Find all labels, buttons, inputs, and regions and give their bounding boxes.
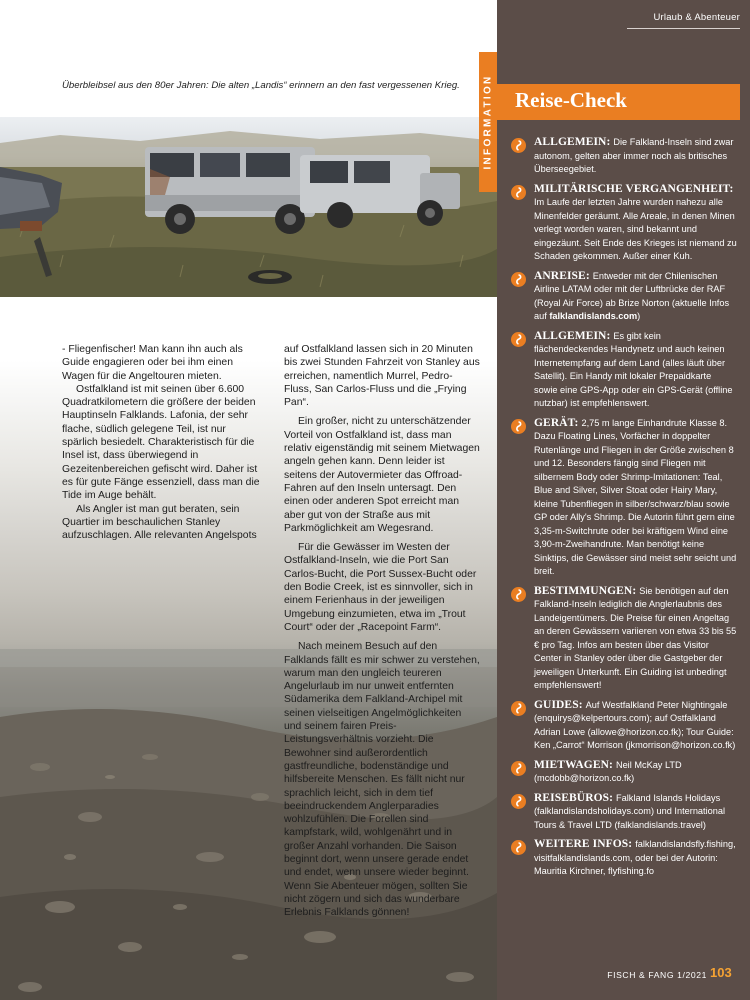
item-text: falklandislandsfly.fishing, visitfalklandislands.com, oder bei der Autorin: Mauritia Kirchner, flyfishing.fo — [534, 839, 736, 876]
article-paragraph: Für die Gewässer im Westen der Ostfalkland-Inseln, wie die Port San Carlos-Bucht, die Port Sussex-Bucht oder den Bodie Creek, ist es sinnvoller, sich in einem Ferienhaus in der jeweiligen Umgebung einzumieten, etwa im „Trout Court“ oder der „Racepoint Farm“. — [284, 542, 477, 633]
reise-check-list — [511, 136, 737, 885]
item-heading: REISEBÜROS: — [534, 791, 617, 804]
item-heading: MIETWAGEN: — [534, 758, 616, 771]
list-item — [511, 585, 737, 693]
item-text: ) — [637, 311, 641, 321]
item-text: Im Laufe der letzten Jahre wurden nahezu alle Minenfelder geräumt. Alle Areale, in denen Minen verlegt worden waren, sind bekannt und eingezäunt. Seit Ende des Krieges ist niemand zu Schaden gekommen. Außer einer Kuh. — [534, 197, 737, 261]
landrover-photo — [0, 117, 497, 297]
list-item — [511, 417, 737, 579]
fly-hook-icon — [511, 419, 526, 434]
article-paragraph: Ein großer, nicht zu unterschätzender Vorteil von Ostfalkland ist, dass man relativ eigenständig mit seinem Mietwagen angeln gehen kann. Denn leider ist seitens der Autovermieter das Offroad-Fahren auf den Inseln untersagt. Den einen oder anderen Spot erreicht man aber gut von der Straße aus mit Parkmöglichkeit am Wegesrand. — [284, 416, 480, 534]
item-heading: ALLGEMEIN: — [534, 329, 614, 342]
item-link[interactable]: falklandislands.com — [549, 311, 638, 321]
item-heading: ALLGEMEIN: — [534, 136, 614, 148]
fly-hook-icon — [511, 701, 526, 716]
item-heading: BESTIMMUNGEN: — [534, 584, 640, 597]
item-text: 2,75 m lange Einhandrute Klasse 8. Dazu Floating Lines, Vorfächer in doppelter Rutenlänge und Fliegen in der Größe zwischen 8 und 12. Besonders fängig sind Fliegen mit silbernem Body oder Shrimp-Imitationen: Teal, Blue and Silver, Silver Stoat oder Hairy Mary, kleine Tubenfliegen in silber/schwarz/blau sowie GP oder Ally's Shrimp. Die Autorin führt gern eine 3,35-m-Switchrute oder bei kräftigem Wind eine 3,90-m-Zweihandrute. Man benötigt keine Sinktips, die Gewässer sind meist sehr seicht und breit. — [534, 417, 737, 576]
article-paragraph: - Fliegenfischer! Man kann ihn auch als Guide engagieren oder bei ihm einen Wagen für die Angeltouren mieten. — [62, 344, 243, 382]
article-column-1 — [62, 343, 262, 542]
list-item — [511, 183, 737, 264]
section-label: Urlaub & Abenteuer — [653, 12, 740, 23]
fly-hook-icon — [511, 840, 526, 855]
item-heading: WEITERE INFOS: — [534, 838, 636, 850]
item-text: Auf Westfalkland Peter Nightingale (enquirys@kelpertours.com); auf Ostfalkland Adrian Lowe (allowe@horizon.co.fk); Tour Guide: Ken „Carrot“ Morrison (jkmorrison@horizon.co.fk) — [534, 699, 736, 750]
photo-caption: Überbleibsel aus den 80er Jahren: Die alten „Landis“ erinnern an den fast vergessenen Krieg. — [62, 80, 460, 91]
fly-hook-icon — [511, 794, 526, 809]
fly-hook-icon — [511, 138, 526, 153]
list-item — [511, 699, 737, 753]
article-paragraph: Nach meinem Besuch auf den Falklands fällt es mir schwer zu verstehen, warum man den ungleich teureren Angelurlaub im nur unweit entfernten Südamerika dem Falkland-Archipel mit seinen vielseitigen Angelmöglichkeiten und seinem fairen Preis-Leistungsverhältnis vorzieht. Die Bewohner sind außerordentlich gastfreundliche, bodenständige und hilfsbereite Menschen. Es fällt nicht nur sprachlich leicht, sich in dem tief beeindruckendem Anglerparadies wohlzufühlen. Die Forellen sind kampfstark, wild, wohlgenährt und in großer Anzahl vorhanden. Die Saison beginnt dort, wenn unsere gerade endet und endet, wenn unsere wieder beginnt. Wenn Sie Abenteuer mögen, sollten Sie nicht zögern und sich das wunderbare Erlebnis Falklands gönnen! — [284, 641, 480, 919]
magazine-issue: FISCH & FANG 1/2021 — [607, 970, 707, 980]
section-divider — [627, 28, 740, 29]
information-label: INFORMATION — [482, 74, 494, 170]
information-strip — [479, 52, 497, 192]
item-text: Sie benötigen auf den Falkland-Inseln lediglich die Anglerlaubnis des Landeigentümers. Die Preise für einen Angeltag an deren Gewässern variieren von etwa 33 bis 55 € pro Tag. Infos am besten über das Visitor Center in Stanley oder über die Gastgeber der jeweiligen Unterkunft. Ein Guiding ist unbedingt empfehlenswert! — [534, 585, 737, 690]
article-paragraph: Ostfalkland ist mit seinen über 6.600 Quadratkilometern die größere der beiden Hauptinseln Falklands. Lafonia, der sehr flache, südlich gelegene Teil, ist nur spärlich besiedelt. Charakteristisch für die Insel ist, dass überwiegend in Gezeitenbereichen gefischt wird. Daher ist es für gute Fänge essenziell, dass man die Tide im Auge behält. — [62, 383, 260, 502]
fly-hook-icon — [511, 332, 526, 347]
item-text: Neil McKay LTD (mcdobb@horizon.co.fk) — [534, 759, 682, 783]
article-paragraph: auf Ostfalkland lassen sich in 20 Minuten bis zwei Stunden Fahrzeit von Stanley aus erreichen, namentlich Murrel, Pedro-Fluss, San Carlos-Fluss und die „Frying Pan“. — [284, 344, 480, 409]
item-heading: GERÄT: — [534, 416, 582, 429]
fly-hook-icon — [511, 272, 526, 287]
item-text: Entweder mit der Chilenischen Airline LATAM oder mit der Luftbrücke der RAF (Royal Air Force) ab Brize Norton (aktuelle Infos auf — [534, 270, 730, 321]
article-column-2 — [284, 343, 480, 919]
item-text: Es gibt kein flächendeckendes Handynetz und auch keinen Internetempfang auf dem Land (alles läuft über Satellit). Ein Handy mit lokaler Prepaidkarte sowie eine GPS-App oder ein GPS-Gerät (offline nutzbar) ist empfehlenswert. — [534, 330, 733, 408]
fly-hook-icon — [511, 761, 526, 776]
fly-hook-icon — [511, 185, 526, 200]
reise-check-banner — [497, 84, 740, 120]
list-item — [511, 838, 737, 879]
page-number: 103 — [710, 965, 732, 980]
item-text: Falkland Islands Holidays (falklandislandsholidays.com) und International Tours & Travel LTD (falklandislands.travel) — [534, 792, 726, 830]
reise-check-title: Reise-Check — [515, 88, 627, 112]
list-item — [511, 759, 737, 786]
fly-hook-icon — [511, 587, 526, 602]
item-heading: ANREISE: — [534, 269, 593, 282]
list-item — [511, 270, 737, 324]
item-heading: GUIDES: — [534, 698, 586, 711]
article-paragraph: Als Angler ist man gut beraten, sein Quartier im beschaulichen Stanley aufzuschlagen. Alle relevanten Angelspots — [62, 503, 257, 542]
item-heading: MILITÄRISCHE VERGANGENHEIT: — [534, 182, 734, 195]
list-item — [511, 330, 737, 411]
list-item — [511, 792, 737, 833]
list-item — [511, 136, 737, 177]
item-text: Die Falkland-Inseln sind zwar autonom, gelten aber immer noch als britisches Überseegebiet. — [534, 137, 734, 174]
